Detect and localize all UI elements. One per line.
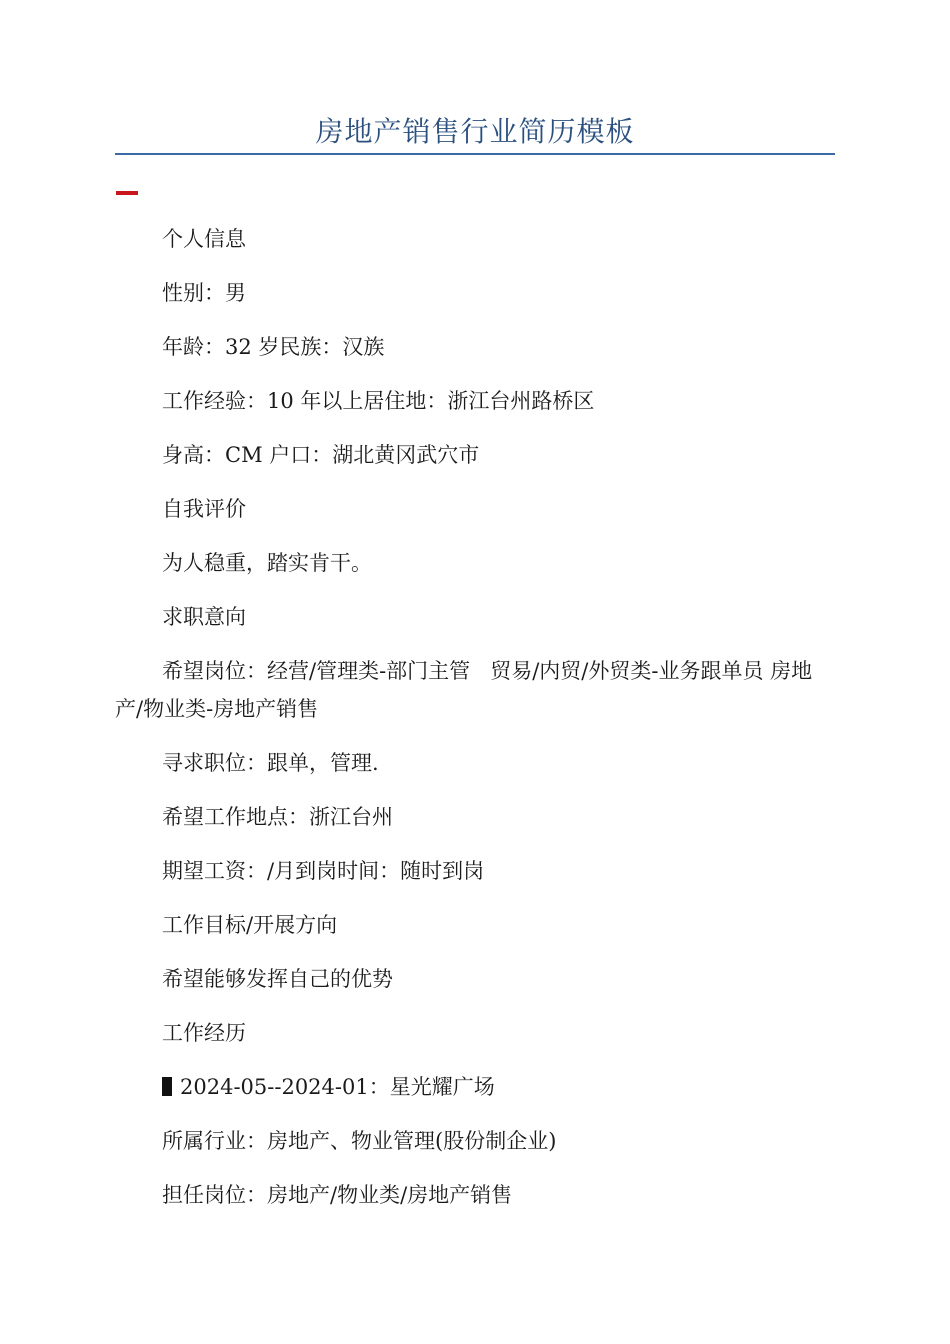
work-goals-text: 希望能够发挥自己的优势 <box>162 967 393 991</box>
document-title: 房地产销售行业简历模板 <box>315 115 635 148</box>
heading-personal-info: 个人信息 <box>162 227 246 251</box>
position-held-line: 担任岗位：房地产/物业类/房地产销售 <box>162 1183 513 1207</box>
age-ethnicity-line: 年龄：32 岁民族：汉族 <box>162 335 385 359</box>
industry-line: 所属行业：房地产、物业管理(股份制企业) <box>162 1129 557 1153</box>
work-history-entry <box>115 1068 835 1106</box>
heading-work-goals: 工作目标/开展方向 <box>162 913 338 937</box>
document-body <box>115 220 835 1214</box>
work-history-period-company: 2024-05--2024-01：星光耀广场 <box>180 1075 495 1099</box>
heading-self-evaluation: 自我评价 <box>162 497 246 521</box>
self-evaluation-text: 为人稳重，踏实肯干。 <box>162 551 372 575</box>
expected-salary-line: 期望工资：/月到岗时间：随时到岗 <box>162 859 485 883</box>
desired-positions-line: 希望岗位：经营/管理类-部门主管 贸易/内贸/外贸类-业务跟单员 房地产/物业类-房地产销售 <box>115 659 813 721</box>
desired-location-line: 希望工作地点：浙江台州 <box>162 805 393 829</box>
square-bullet-icon <box>162 1077 172 1096</box>
height-hukou-line: 身高：CM 户口：湖北黄冈武穴市 <box>162 443 480 467</box>
sought-position-line: 寻求职位：跟单，管理. <box>162 751 379 775</box>
heading-work-history: 工作经历 <box>162 1021 246 1045</box>
heading-job-intention: 求职意向 <box>162 605 246 629</box>
experience-residence-line: 工作经验：10 年以上居住地：浙江台州路桥区 <box>162 389 595 413</box>
gender-line: 性别：男 <box>162 281 246 305</box>
red-section-mark <box>116 191 138 195</box>
title-underline <box>115 153 835 155</box>
